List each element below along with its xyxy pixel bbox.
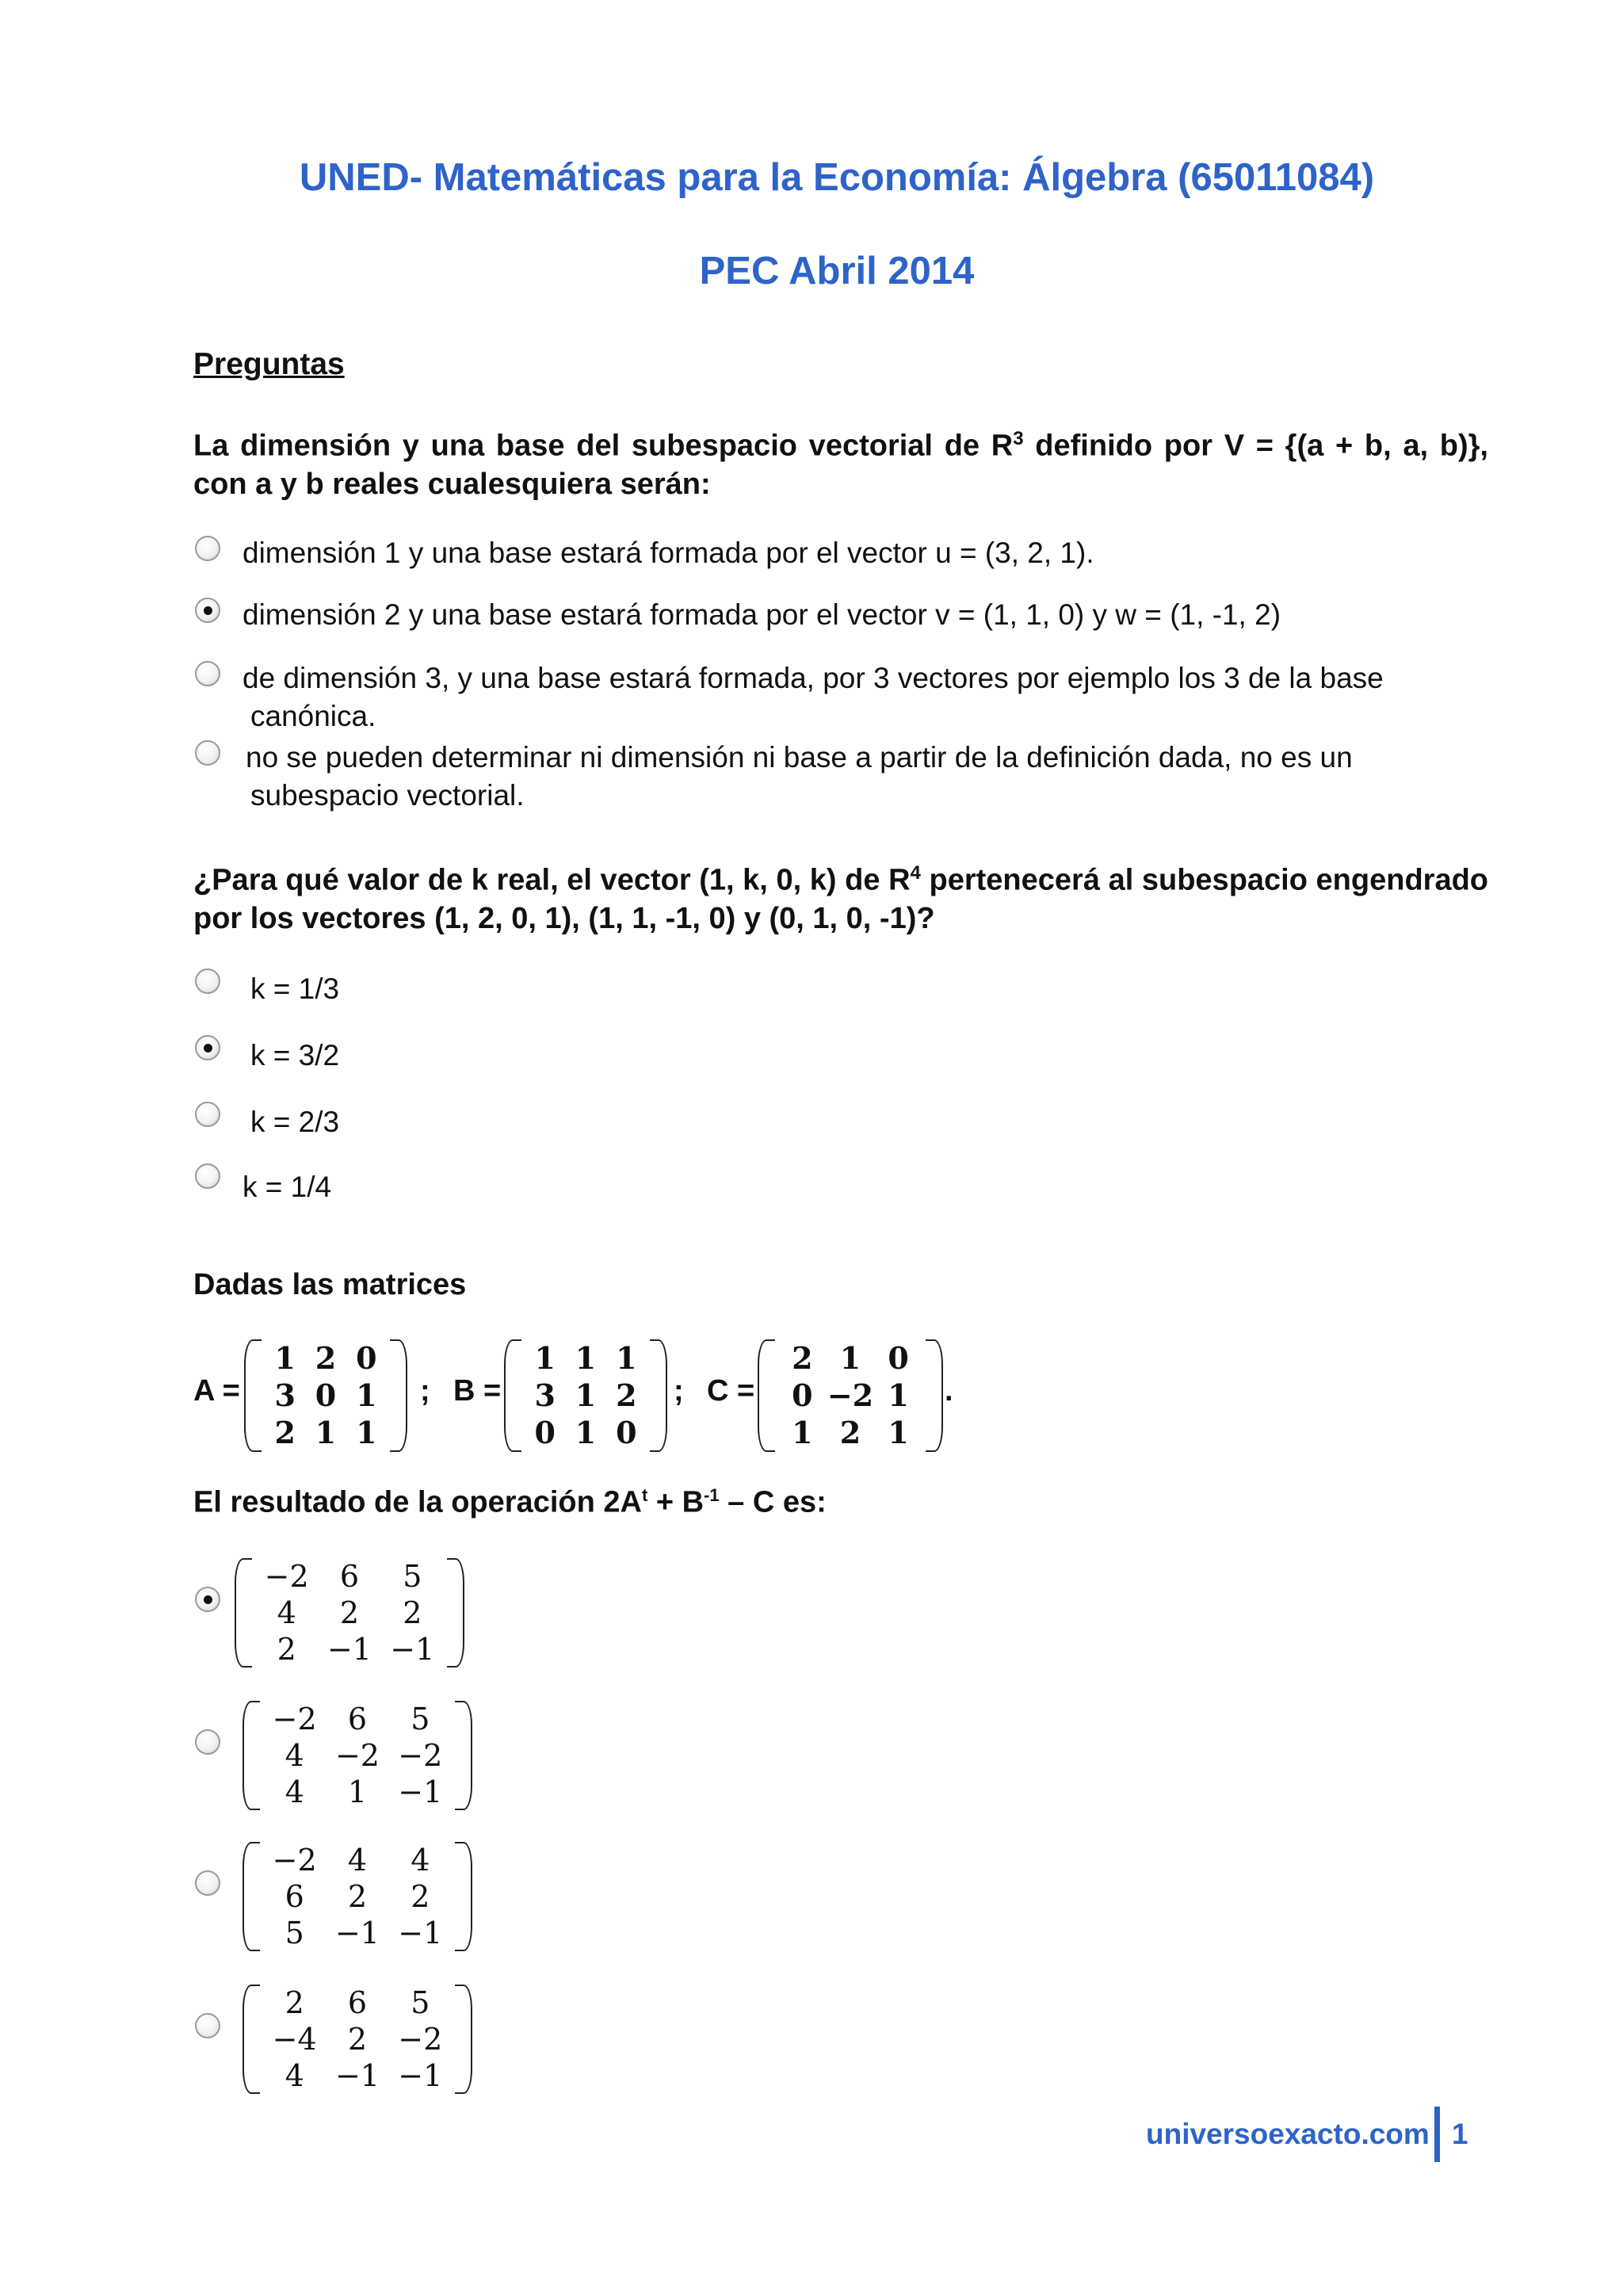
matrix-cell: 0 xyxy=(534,1415,556,1451)
page-number: 1 xyxy=(1452,2118,1468,2150)
matrix-cell: −1 xyxy=(398,2058,443,2093)
document-subtitle: PEC Abril 2014 xyxy=(699,250,975,292)
matrix-cell: 1 xyxy=(315,1415,337,1451)
radio-button[interactable] xyxy=(195,2013,220,2038)
separator: ; xyxy=(674,1374,684,1408)
right-parenthesis xyxy=(447,1558,464,1668)
radio-button[interactable] xyxy=(195,1729,220,1755)
matrix-cell: 0 xyxy=(888,1339,909,1376)
option-label: dimensión 2 y una base estará formada por el vector v = (1, 1, 0) y w = (1, -1, 2) xyxy=(242,598,1281,631)
matrix-cell: 2 xyxy=(339,1595,360,1630)
matrix-cell: 2 xyxy=(315,1339,337,1376)
left-parenthesis xyxy=(244,1339,262,1452)
matrix-cell: −1 xyxy=(334,2058,380,2093)
matrix-cell: 3 xyxy=(534,1377,556,1413)
matrix-cell: 2 xyxy=(347,2022,368,2057)
matrix-cell: 5 xyxy=(403,1559,422,1594)
matrix-cell: 4 xyxy=(347,1843,368,1878)
matrix-cell: 6 xyxy=(347,1702,368,1736)
matrix-cell: 4 xyxy=(285,1738,304,1773)
option-label: k = 2/3 xyxy=(250,1106,340,1138)
matrix-cell: −1 xyxy=(334,1916,380,1950)
matrix-cell: 1 xyxy=(888,1415,909,1451)
radio-button[interactable] xyxy=(195,661,220,686)
matrix-cell: 0 xyxy=(616,1415,637,1451)
radio-button[interactable] xyxy=(195,1163,220,1189)
matrix-cell: 6 xyxy=(347,1985,368,2020)
matrix-cell: −1 xyxy=(390,1632,435,1667)
right-parenthesis xyxy=(390,1339,407,1452)
matrix-cell: 4 xyxy=(411,1843,430,1878)
matrix-a-label: A = xyxy=(193,1374,240,1408)
matrix-cell: −2 xyxy=(398,2022,443,2057)
matrix-cell: −1 xyxy=(327,1632,372,1667)
matrix-cell: 1 xyxy=(616,1339,637,1376)
matrix-cell: 2 xyxy=(347,1879,368,1914)
matrix-cell: −2 xyxy=(272,1843,317,1878)
matrix-cell: 0 xyxy=(792,1377,813,1413)
q3-option-1[interactable] xyxy=(195,1558,480,1675)
question-2-text: ¿Para qué valor de k real, el vector (1, k, 0, k) de $R^4$ pertenecerá al subespacio engendrado por los vectores (1, 2, 0, 1), (1, 1, -1, 0) y (0, 1, 0, -1)? xyxy=(193,862,1489,935)
question-3-text: El resultado de la operación $2A^t + B^{-1} - C$ es: xyxy=(193,1485,827,1519)
matrix-cell: 6 xyxy=(339,1559,360,1594)
matrix-cell: 5 xyxy=(411,1985,430,2020)
option-label: no se pueden determinar ni dimensión ni base a partir de la definición dada, no es un xyxy=(246,741,1353,774)
matrix-b-label: B = xyxy=(453,1374,502,1408)
right-parenthesis xyxy=(455,1985,472,2094)
radio-button-selected[interactable] xyxy=(195,1035,220,1060)
matrix-cell: −2 xyxy=(398,1738,443,1773)
radio-button-selected[interactable] xyxy=(195,598,220,623)
radio-button[interactable] xyxy=(195,536,220,561)
matrix-cell: 1 xyxy=(575,1377,597,1413)
option-label: k = 1/4 xyxy=(242,1171,332,1203)
matrix-cell: −2 xyxy=(272,1702,317,1736)
section-heading: Preguntas xyxy=(193,347,345,381)
option-label: k = 3/2 xyxy=(250,1039,340,1072)
matrix-c xyxy=(758,1339,943,1452)
matrix-cell: 2 xyxy=(277,1632,296,1667)
matrix-cell: 1 xyxy=(356,1415,377,1451)
matrix-cell: 4 xyxy=(277,1595,296,1630)
question-1-text: La dimensión y una base del subespacio vectorial de $R^3$ definido por V = {(a + b, a, b)}, con a y b reales cualesquiera serán: xyxy=(193,428,1488,501)
matrix-cell: −2 xyxy=(264,1559,309,1594)
matrix-cell: 1 xyxy=(839,1339,861,1376)
left-parenthesis xyxy=(242,1701,260,1810)
option-label: k = 1/3 xyxy=(250,972,340,1005)
radio-button[interactable] xyxy=(195,1870,220,1896)
matrix-cell: −2 xyxy=(334,1738,380,1773)
matrix-b xyxy=(504,1339,667,1452)
left-parenthesis xyxy=(504,1339,521,1452)
matrix-cell: 5 xyxy=(411,1702,430,1736)
matrix-cell: 0 xyxy=(356,1339,377,1376)
separator: ; xyxy=(420,1374,430,1408)
radio-button[interactable] xyxy=(195,968,220,994)
period: . xyxy=(945,1374,953,1408)
left-parenthesis xyxy=(758,1339,775,1452)
option-label: dimensión 1 y una base estará formada por el vector u = (3, 2, 1). xyxy=(242,537,1094,569)
matrix-cell: 1 xyxy=(347,1775,368,1809)
option-label-continued: canónica. xyxy=(250,700,376,732)
left-parenthesis xyxy=(242,1985,260,2094)
matrix-cell: 0 xyxy=(315,1377,337,1413)
matrix-cell: 4 xyxy=(285,2058,304,2093)
option-label-continued: subespacio vectorial. xyxy=(250,779,525,812)
matrix-cell: 1 xyxy=(575,1415,597,1451)
option-label: de dimensión 3, y una base estará formada, por 3 vectores por ejemplo los 3 de la base xyxy=(242,662,1384,694)
q3-option-2[interactable] xyxy=(195,1701,480,1818)
matrix-cell: 2 xyxy=(792,1339,813,1376)
matrix-cell: 6 xyxy=(285,1879,304,1914)
left-parenthesis xyxy=(242,1842,260,1951)
question-3-intro: Dadas las matrices xyxy=(193,1268,467,1301)
matrix-cell: 2 xyxy=(839,1415,861,1451)
matrix-cell: 2 xyxy=(616,1377,637,1413)
footer-divider xyxy=(1434,2107,1440,2162)
matrix-cell: 1 xyxy=(356,1377,377,1413)
matrix-cell: 2 xyxy=(274,1415,296,1451)
matrix-cell: 1 xyxy=(534,1339,556,1376)
matrix-cell: 2 xyxy=(285,1985,304,2020)
right-parenthesis xyxy=(455,1842,472,1951)
q3-option-4[interactable] xyxy=(195,1985,480,2102)
matrix-cell: 1 xyxy=(274,1339,296,1376)
matrix-cell: −1 xyxy=(398,1775,443,1809)
right-parenthesis xyxy=(926,1339,943,1452)
option-matrix xyxy=(242,1985,472,2094)
matrix-cell: 5 xyxy=(285,1916,304,1950)
matrix-cell: 1 xyxy=(575,1339,597,1376)
matrix-cell: −1 xyxy=(398,1916,443,1950)
matrix-cell: 2 xyxy=(403,1595,422,1630)
matrix-cell: 1 xyxy=(888,1377,909,1413)
option-matrix xyxy=(242,1842,472,1951)
q3-option-3[interactable] xyxy=(195,1842,480,1959)
matrix-cell: −2 xyxy=(827,1377,874,1413)
radio-button[interactable] xyxy=(195,740,220,766)
matrix-cell: 1 xyxy=(792,1415,813,1451)
matrix-a xyxy=(244,1339,407,1452)
matrix-cell: 3 xyxy=(274,1377,296,1413)
right-parenthesis xyxy=(455,1701,472,1810)
footer-site-link[interactable]: universoexacto.com xyxy=(1146,2118,1430,2150)
option-matrix xyxy=(235,1558,464,1668)
radio-button[interactable] xyxy=(195,1102,220,1127)
matrix-c-label: C = xyxy=(707,1374,755,1408)
document-title: UNED- Matemáticas para la Economía: Álgebra (65011084) xyxy=(299,156,1375,199)
right-parenthesis xyxy=(650,1339,667,1452)
option-matrix xyxy=(242,1701,472,1810)
matrix-cell: −4 xyxy=(272,2022,317,2057)
matrix-cell: 4 xyxy=(285,1775,304,1809)
radio-button-selected[interactable] xyxy=(195,1587,220,1612)
left-parenthesis xyxy=(235,1558,252,1668)
matrix-cell: 2 xyxy=(411,1879,430,1914)
